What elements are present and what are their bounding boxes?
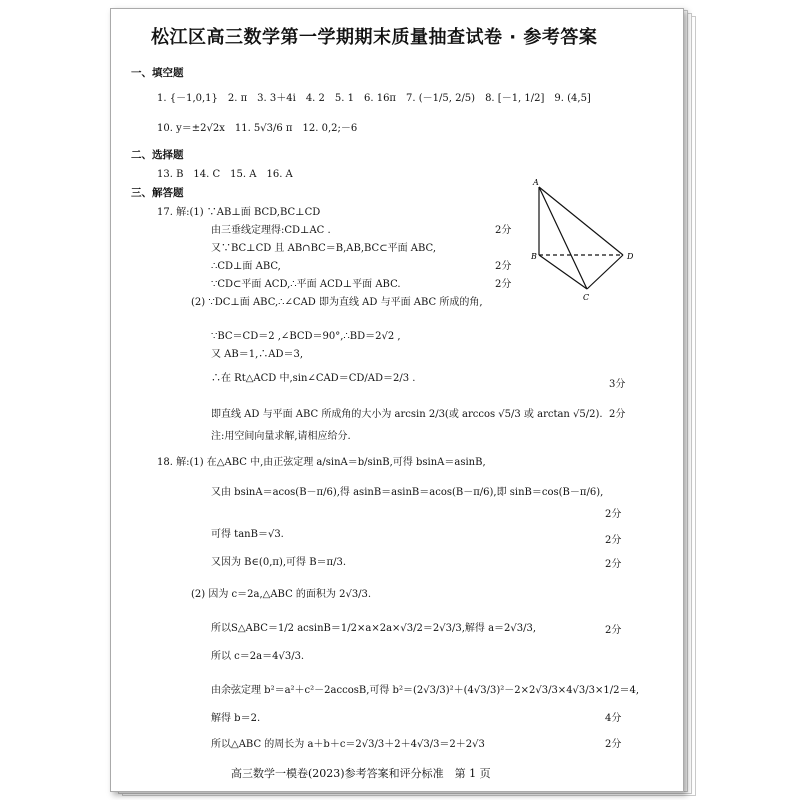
q17-line: 由三垂线定理得:CD⊥AC . [211, 225, 331, 236]
q18-score: 2分 [605, 509, 622, 520]
q18-line: 18. 解:(1) 在△ABC 中,由正弦定理 a/sinA＝b/sinB,可得 bsinA＝asinB, [157, 457, 486, 468]
edge-cd [587, 255, 623, 289]
q18-line: 所以 c＝2a＝4√3/3. [211, 651, 305, 662]
q17-line: 即直线 AD 与平面 ABC 所成角的大小为 arcsin 2/3(或 arccos √5/3 或 arctan √5/2). [211, 409, 603, 420]
edge-ad [539, 187, 623, 255]
vertex-label-a: A [533, 179, 539, 187]
q17-line: 注:用空间向量求解,请相应给分. [211, 431, 351, 442]
vertex-label-c: C [583, 293, 590, 302]
q17-line: 17. 解:(1) ∵AB⊥面 BCD,BC⊥CD [157, 207, 321, 218]
q17-score: 2分 [495, 261, 512, 272]
q17-score: 3分 [609, 379, 626, 390]
q17-score: 2分 [609, 409, 626, 420]
section-fill-in-heading: 一、填空题 [131, 67, 184, 79]
q18-line: 解得 b＝2. [211, 713, 261, 724]
q17-line: ∴CD⊥面 ABC, [211, 261, 281, 272]
q17-line: ∵BC＝CD＝2 ,∠BCD＝90°,∴BD＝2√2 , [211, 331, 401, 342]
q18-score: 2分 [605, 739, 622, 750]
q17-score: 2分 [495, 225, 512, 236]
vertex-label-d: D [627, 252, 634, 261]
fill-answers-line-2: 10. y＝±2√2x 11. 5√3/6 π 12. 0,2;－6 [157, 123, 358, 134]
q18-score: 2分 [605, 625, 622, 636]
page-title: 松江区高三数学第一学期期末质量抽查试卷 · 参考答案 [151, 27, 598, 48]
q18-score: 4分 [605, 713, 622, 724]
q17-line: 又 AB＝1,∴AD＝3, [211, 349, 304, 360]
section-multiple-choice-heading: 二、选择题 [131, 149, 184, 161]
edge-bc [539, 255, 587, 289]
fill-answers-line-1: 1. {－1,0,1} 2. π 3. 3＋4i 4. 2 5. 1 6. 16π 7. (－1/5, 2/5) 8. [－1, 1/2] 9. (4,5] [157, 93, 591, 104]
page-footer: 高三数学一模卷(2023)参考答案和评分标准 第 1 页 [231, 767, 491, 780]
tetrahedron-figure [531, 179, 641, 303]
edge-ac [539, 187, 587, 289]
q17-score: 2分 [495, 279, 512, 290]
q18-line: 所以S△ABC＝1/2 acsinB＝1/2×a×2a×√3/2＝2√3/3,解得 a＝2√3/3, [211, 623, 537, 634]
q18-score: 2分 [605, 559, 622, 570]
vertex-label-b: B [531, 252, 537, 261]
q17-line: ∵CD⊂平面 ACD,∴平面 ACD⊥平面 ABC. [211, 279, 401, 290]
q18-line: (2) 因为 c＝2a,△ABC 的面积为 2√3/3. [191, 589, 372, 600]
q18-line: 又由 bsinA＝acos(B－π/6),得 asinB＝asinB＝acos(B－π/6),即 sinB＝cos(B－π/6), [211, 487, 604, 498]
q18-line: 由余弦定理 b²＝a²＋c²－2accosB,可得 b²＝(2√3/3)²＋(4√3/3)²－2×2√3/3×4√3/3×1/2＝4, [211, 685, 640, 696]
choice-answers-line: 13. B 14. C 15. A 16. A [157, 169, 293, 180]
q17-line: (2) ∵DC⊥面 ABC,∴∠CAD 即为直线 AD 与平面 ABC 所成的角, [191, 297, 483, 308]
q17-line: ∴在 Rt△ACD 中,sin∠CAD＝CD/AD＝2/3 . [211, 373, 416, 384]
q17-line: 又∵BC⊥CD 且 AB∩BC＝B,AB,BC⊂平面 ABC, [211, 243, 436, 254]
q18-score: 2分 [605, 535, 622, 546]
q18-line: 又因为 B∈(0,π),可得 B＝π/3. [211, 557, 347, 568]
q18-line: 可得 tanB＝√3. [211, 529, 284, 540]
q18-line: 所以△ABC 的周长为 a＋b＋c＝2√3/3＋2＋4√3/3＝2＋2√3 [211, 739, 485, 750]
section-problems-heading: 三、解答题 [131, 187, 184, 199]
answer-sheet-page [110, 8, 684, 792]
